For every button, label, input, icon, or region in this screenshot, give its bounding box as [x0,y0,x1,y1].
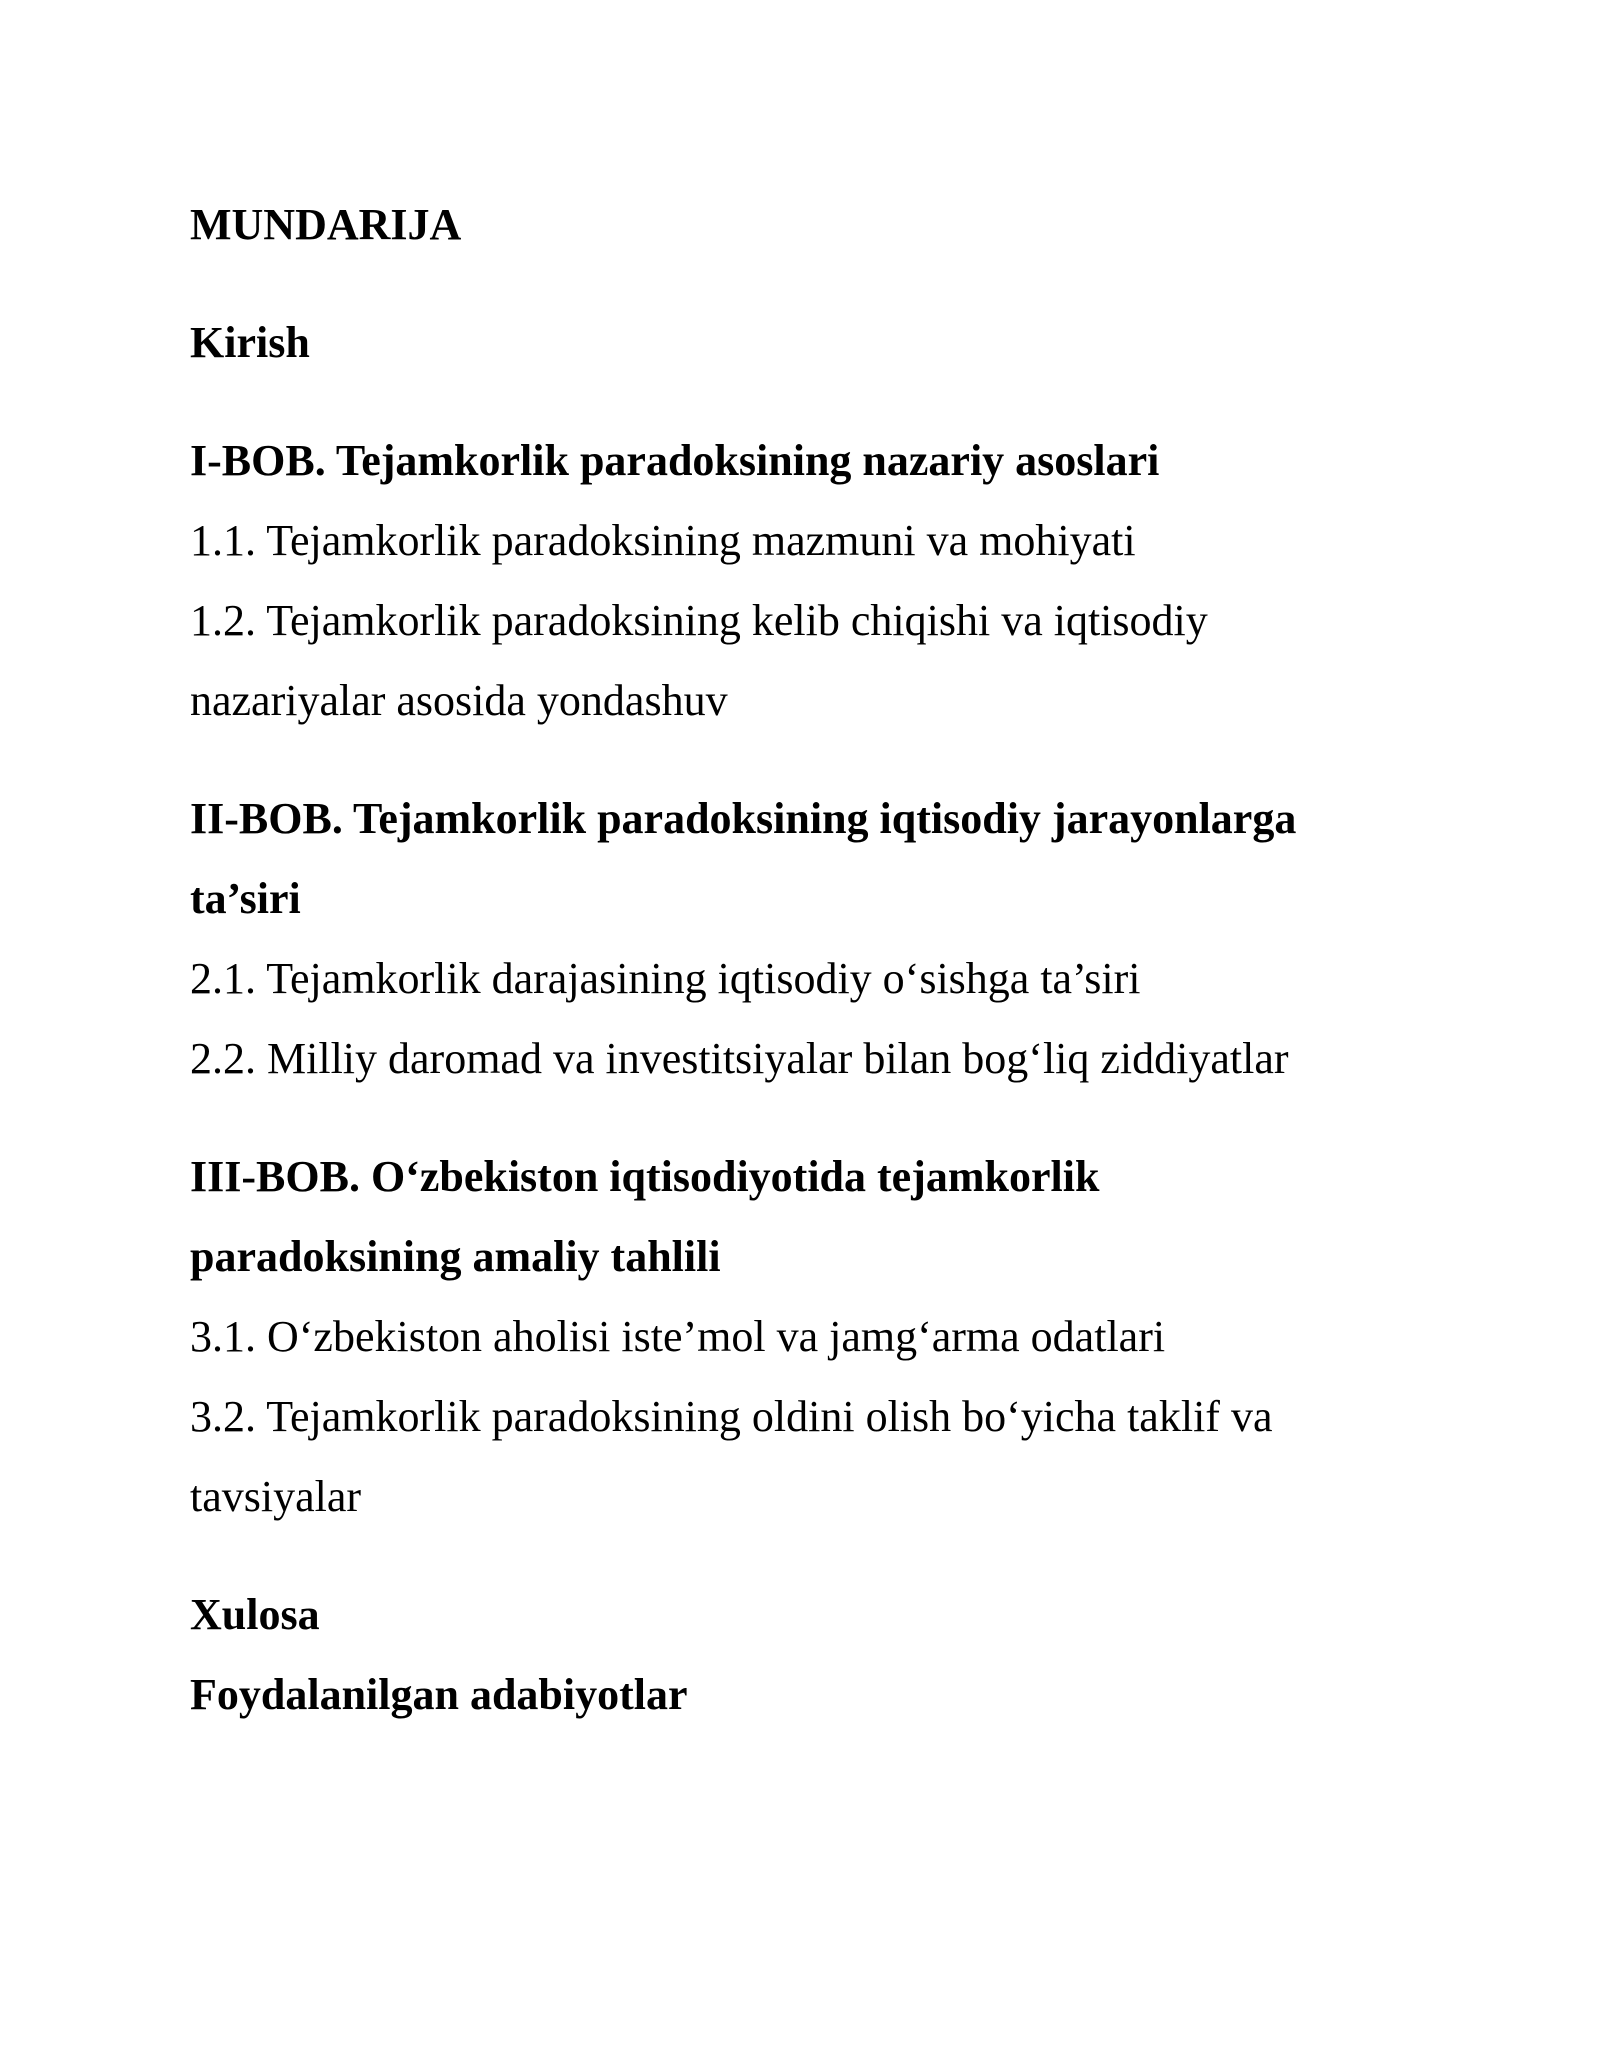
toc-references: Foydalanilgan adabiyotlar [190,1670,688,1719]
document-page [190,185,1440,1735]
toc-chapter-1-heading: I-BOB. Tejamkorlik paradoksining nazariy asoslari [190,436,1160,485]
toc-item-1-2-continued: nazariyalar asosida yondashuv [190,676,728,725]
toc-item-3-2: 3.2. Tejamkorlik paradoksining oldini olish bo‘yicha taklif va [190,1392,1273,1441]
toc-chapter-3-heading-continued: paradoksining amaliy tahlili [190,1232,721,1281]
toc-item-1-1: 1.1. Tejamkorlik paradoksining mazmuni va mohiyati [190,516,1136,565]
toc-chapter-2-heading-continued: ta’siri [190,874,301,923]
toc-item-3-2-continued: tavsiyalar [190,1472,362,1521]
toc-title: MUNDARIJA [190,200,462,249]
toc-item-2-2: 2.2. Milliy daromad va investitsiyalar bilan bog‘liq ziddiyatlar [190,1034,1289,1083]
toc-chapter-2-heading: II-BOB. Tejamkorlik paradoksining iqtisodiy jarayonlarga [190,794,1297,843]
toc-item-2-1: 2.1. Tejamkorlik darajasining iqtisodiy o‘sishga ta’siri [190,954,1141,1003]
toc-chapter-3-heading: III-BOB. O‘zbekiston iqtisodiyotida tejamkorlik [190,1152,1100,1201]
toc-item-1-2: 1.2. Tejamkorlik paradoksining kelib chiqishi va iqtisodiy [190,596,1208,645]
toc-intro: Kirish [190,318,310,367]
toc-conclusion: Xulosa [190,1590,320,1639]
toc-item-3-1: 3.1. O‘zbekiston aholisi iste’mol va jamg‘arma odatlari [190,1312,1166,1361]
